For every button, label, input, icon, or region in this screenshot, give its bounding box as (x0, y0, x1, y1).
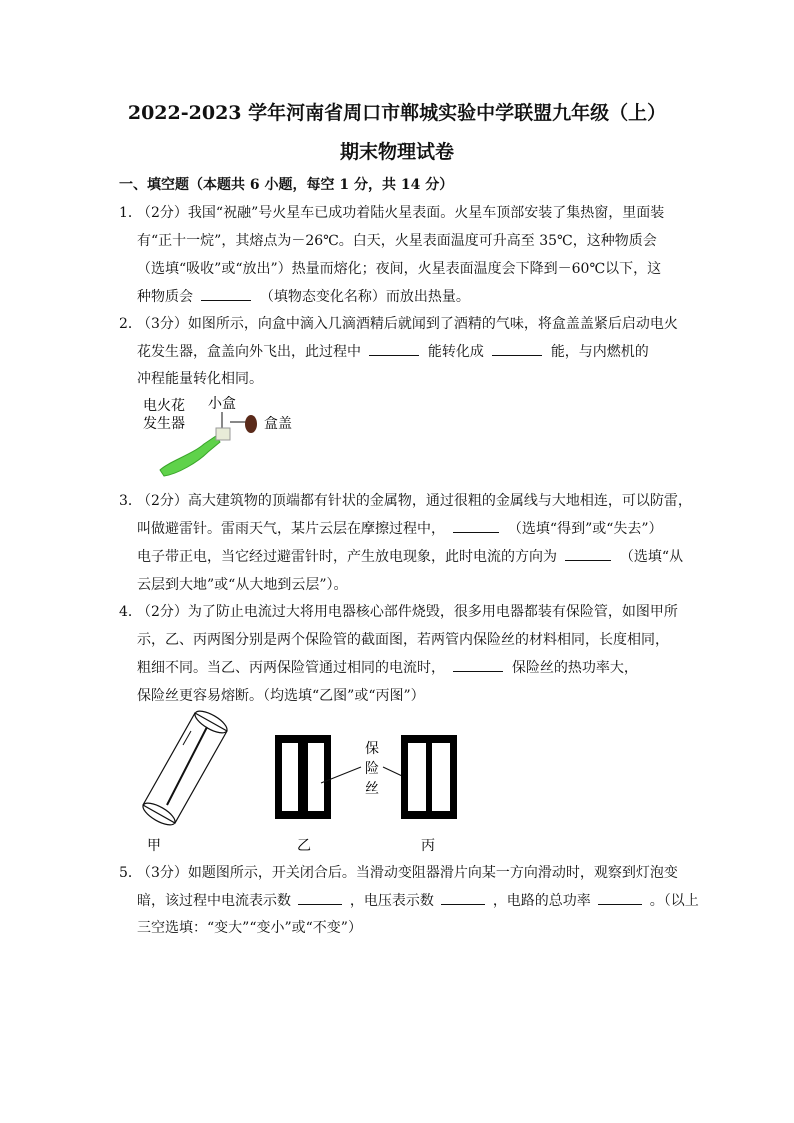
q4-line3-b: 保险丝的热功率大， (511, 660, 638, 676)
q5-line2-a: 暗，该过程中电流表示数 (137, 893, 291, 909)
q1-line2: 有“正十一烷”，其熔点为－26℃。白天，火星表面温度可升高至 35℃，这种物质会 (137, 233, 657, 249)
section-heading: 一、填空题（本题共 6 小题，每空 1 分，共 14 分） (119, 177, 454, 193)
q5-line2-b: ，电压表示数 (349, 893, 434, 909)
q1-line3: （选填“吸收”或“放出”）热量而熔化；夜间，火星表面温度会下降到－60℃以下，这 (137, 261, 662, 277)
q1-number: 1． (119, 205, 142, 221)
q1-answer-blank-2[interactable] (201, 286, 251, 301)
q3-answer-blank-1[interactable] (453, 518, 499, 533)
q5-line2-c: ，电路的总功率 (492, 893, 591, 909)
label-fuse-3: 丝 (365, 781, 379, 797)
label-lid: 盒盖 (264, 416, 292, 432)
q1-line4-b: （填物态变化名称）而放出热量。 (259, 289, 470, 305)
q4-line4: 保险丝更容易熔断。（均选填“乙图”或“丙图”） (137, 688, 425, 704)
q5-line2-d: 。（以上 (649, 893, 699, 909)
exam-title-line1: 2022-2023 学年河南省周口市郸城实验中学联盟九年级（上） (127, 102, 667, 124)
q3-number: 3． (119, 493, 142, 509)
label-fuse-2: 险 (365, 761, 379, 777)
q1-line4-a: 种物质会 (137, 289, 193, 305)
small-box (216, 428, 230, 440)
q2-line2 (137, 341, 697, 361)
q3-line2-b: （选填“得到”或“失去”） (507, 521, 663, 537)
q3-line3-b: （选填“从 (619, 549, 684, 565)
fuse-section-yi (275, 735, 331, 819)
q4-line3-a: 粗细不同。当乙、丙两保险管通过相同的电流时， (137, 660, 445, 676)
q4-number: 4． (119, 604, 142, 620)
exam-title-line2: 期末物理试卷 (339, 141, 454, 163)
q1-line1: （2分）我国“祝融”号火星车已成功着陆火星表面。火星车顶部安装了集热窗，里面装 (137, 205, 665, 221)
q3-answer-blank-2[interactable] (565, 546, 611, 561)
q3-line3 (137, 546, 697, 566)
spark-generator-figure (138, 392, 318, 482)
q2-answer-blank-2[interactable] (492, 341, 542, 356)
q5-answer-blank-1[interactable] (298, 890, 342, 905)
q3-line2-a: 叫做避雷针。雷雨天气，某片云层在摩擦过程中， (137, 521, 445, 537)
q5-line2 (137, 890, 697, 910)
q5-answer-blank-2[interactable] (441, 890, 485, 905)
q2-line2-b: 能转化成 (427, 344, 484, 360)
q2-line2-c: 能，与内燃机的 (550, 344, 649, 360)
label-fuse-1: 保 (365, 741, 379, 757)
fuse-figure (135, 705, 475, 855)
q2-line3: 冲程能量转化相同。 (137, 371, 263, 387)
q3-line3-a: 电子带正电，当它经过避雷针时，产生放电现象，此时电流的方向为 (137, 549, 557, 565)
label-box: 小盒 (208, 396, 236, 412)
label-generator-2: 发生器 (143, 416, 185, 432)
q2-line1: （3分）如图所示，向盒中滴入几滴酒精后就闻到了酒精的气味，将盒盖盖紧后启动电火 (137, 316, 678, 332)
q2-line2-a: 花发生器，盒盖向外飞出，此过程中 (137, 344, 361, 360)
q4-line3 (137, 657, 697, 677)
q4-answer-blank-1[interactable] (453, 657, 503, 672)
q4-line1: （2分）为了防止电流过大将用电器核心部件烧毁，很多用电器都装有保险管，如图甲所 (137, 604, 678, 620)
label-yi: 乙 (297, 838, 311, 854)
fuse-tube-jia (140, 707, 230, 829)
spark-generator-body (160, 436, 220, 476)
q5-line1: （3分）如题图所示，开关闭合后。当滑动变阻器滑片向某一方向滑动时，观察到灯泡变 (137, 865, 678, 881)
fuse-section-bing (401, 735, 457, 819)
box-lid (245, 415, 257, 433)
q5-number: 5． (119, 865, 142, 881)
label-bing: 丙 (421, 838, 435, 854)
label-generator-1: 电火花 (143, 398, 185, 414)
q3-line4: 云层到大地”或“从大地到云层”）。 (137, 577, 348, 593)
q3-line1: （2分）高大建筑物的顶端都有针状的金属物，通过很粗的金属线与大地相连，可以防雷， (137, 493, 692, 509)
q2-answer-blank-1[interactable] (369, 341, 419, 356)
q2-number: 2． (119, 316, 142, 332)
q4-line2: 示，乙、丙两图分别是两个保险管的截面图，若两管内保险丝的材料相同，长度相同， (137, 632, 669, 648)
q5-answer-blank-3[interactable] (598, 890, 642, 905)
q3-line2 (137, 518, 697, 538)
q1-line4 (137, 286, 697, 306)
label-jia: 甲 (147, 838, 161, 854)
q5-line3: 三空选填：“变大”“变小”或“不变”） (137, 920, 362, 936)
